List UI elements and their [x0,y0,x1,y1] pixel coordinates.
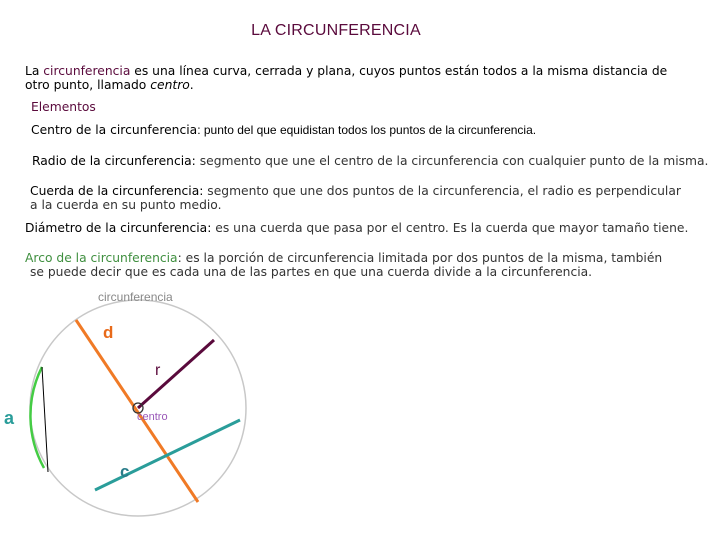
def-diametro [25,221,715,235]
label-d: d [103,323,114,342]
def-cuerda-text: segmento que une dos puntos de la circunferencia, el radio es perpendicular [203,184,681,198]
intro-text: . [189,78,194,92]
arc-chord [42,367,48,472]
label-a: a [4,408,15,428]
intro-term-centro: centro [150,78,190,92]
circle-diagram [0,280,260,540]
def-cuerda-text-2: a la cuerda en su punto medio. [30,198,222,212]
radius-line [138,340,214,408]
def-radio-text: segmento que une el centro de la circunferencia con cualquier punto de la misma. [195,154,709,168]
def-centro-term: Centro de la circunferencia [31,123,198,137]
elementos-heading: Elementos [31,100,96,114]
def-radio-term: Radio de la circunferencia: [32,154,196,168]
label-circunferencia: circunferencia [98,290,173,304]
def-arco-text: : es la porción de circunferencia limitada por dos puntos de la misma, también [177,251,663,265]
def-arco [25,251,715,279]
def-radio [32,154,720,168]
def-cuerda-term: Cuerda de la circunferencia: [30,184,204,198]
intro-text: La [25,64,44,78]
def-centro-text: : punto del que equidistan todos los puntos de la circunferencia. [197,123,537,137]
def-cuerda [30,184,710,212]
def-arco-text-2: se puede decir que es cada una de las partes en que una cuerda divide a la circunferencia. [30,265,593,279]
page-title: LA CIRCUNFERENCIA [251,22,421,39]
intro-text: es una línea curva, cerrada y plana, cuyos puntos están todos a la misma distancia de [130,64,668,78]
intro-term: circunferencia [43,64,131,78]
label-centro: centro [137,411,168,423]
def-centro [31,123,711,137]
intro-paragraph [25,64,705,92]
def-diametro-term: Diámetro de la circunferencia: [25,221,212,235]
label-r: r [155,362,161,379]
def-arco-term: Arco de la circunferencia [25,251,178,265]
intro-text: otro punto, llamado [25,78,151,92]
def-diametro-text: es una cuerda que pasa por el centro. Es la cuerda que mayor tamaño tiene. [211,221,689,235]
label-c: c [120,462,130,481]
